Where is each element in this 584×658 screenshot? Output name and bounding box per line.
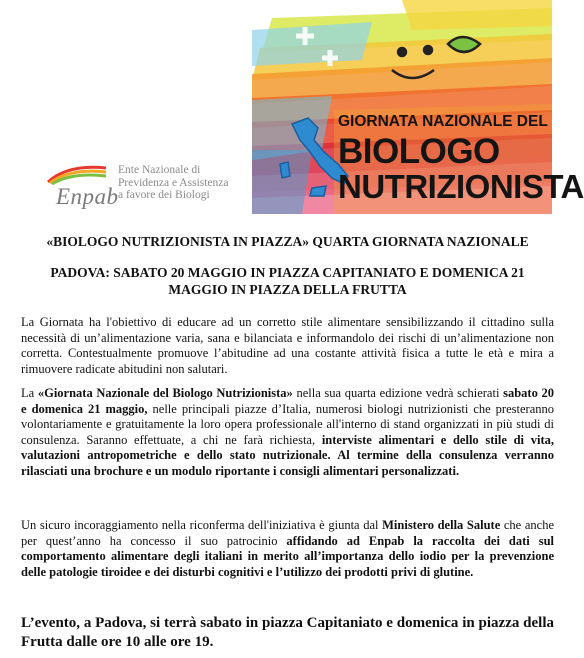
event-banner <box>252 0 584 214</box>
text-run: Un sicuro incoraggiamento nella riconferma dell'iniziativa è giunta dal <box>21 518 383 532</box>
text-run: che anche per quest’anno ha concesso il suo patrocinio <box>21 518 554 548</box>
banner-title-line1: GIORNATA NAZIONALE DEL <box>338 113 548 130</box>
banner-title-line2: BIOLOGO <box>338 131 500 171</box>
text-run: nelle principali piazze d’Italia, numerosi biologi nutrizionisti che presteranno volontariamente e gratuitamente la loro opera professionale all'interno di stand organizzati in più studi di consulenza. Saranno effettuate, a chi ne farà richiesta, <box>21 401 554 447</box>
article-subtitle: PADOVA: SABATO 20 MAGGIO IN PIAZZA CAPITANIATO E DOMENICA 21 MAGGIO IN PIAZZA DELLA FRUTTA <box>50 265 525 297</box>
bold-run: Ministero della Salute <box>382 518 501 532</box>
bold-run: affidando ad Enpab la raccolta dei dati sul comportamento alimentare degli italiani in merito all’importanza dello iodio per la prevenzione delle patologie tiroidee e dei disturbi cognitivi e l’utilizzo dei prodotti privi di glutine. <box>21 533 554 579</box>
paragraph-ministry <box>21 518 554 580</box>
paragraph-event-details <box>21 386 554 479</box>
enpab-logo <box>34 162 254 210</box>
article-title: «BIOLOGO NUTRIZIONISTA IN PIAZZA» QUARTA GIORNATA NAZIONALE <box>46 234 529 249</box>
bold-run: sabato 20 e domenica 21 maggio, <box>21 386 554 416</box>
text-run: La <box>21 386 38 400</box>
enpab-swoosh-icon <box>46 162 108 184</box>
enpab-tagline-line: Ente Nazionale di <box>118 164 201 176</box>
banner-title <box>338 113 584 205</box>
enpab-wordmark: Enpab <box>56 184 119 209</box>
bold-run: interviste alimentari e dello stile di vita, valutazioni antropometriche e dello stato nutrizionale. Al termine della consulenza verranno rilasciati una brochure e un modulo riportante i consigli alimentari personalizzati. <box>21 432 554 478</box>
enpab-tagline-line: a favore dei Biologi <box>118 189 210 201</box>
enpab-tagline-line: Previdenza e Assistenza <box>118 176 229 189</box>
banner-title-line3: NUTRIZIONISTA <box>338 167 584 205</box>
paragraph-padova-event: L’evento, a Padova, si terrà sabato in piazza Capitaniato e domenica in piazza della Frutta dalle ore 10 alle ore 19. <box>21 615 554 650</box>
paragraph-goal: La Giornata ha l'obiettivo di educare ad un corretto stile alimentare sensibilizzando il cittadino sulla necessità di un’alimentazione varia, sana e bilanciata e informandolo dei rischi di un’alimentazione non corretta. Contestualmente promuove l’abitudine ad una costante attività fisica a tutte le età e mira a rimuovere radicate abitudini non salutari. <box>21 315 554 376</box>
enpab-tagline <box>118 164 229 202</box>
text-run: nella sua quarta edizione vedrà schierati <box>292 386 504 400</box>
bold-run: «Giornata Nazionale del Biologo Nutrizionista» <box>37 386 293 400</box>
